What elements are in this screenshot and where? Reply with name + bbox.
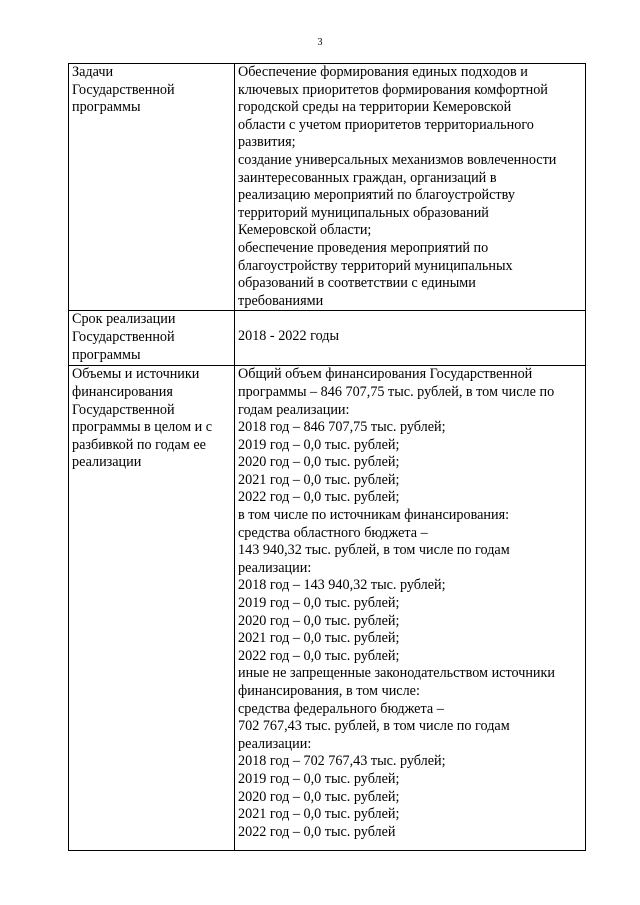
value-line: 2019 год – 0,0 тыс. рублей; — [238, 770, 400, 787]
value-line: территорий муниципальных образований — [238, 204, 489, 221]
value-line: 143 940,32 тыс. рублей, в том числе по годам — [238, 542, 510, 559]
value-cell-tasks — [235, 64, 586, 311]
page-number: 3 — [317, 37, 323, 48]
value-line: 2019 год – 0,0 тыс. рублей; — [238, 595, 400, 612]
value-line: области с учетом приоритетов территориального — [238, 116, 534, 133]
value-line: реализации: — [238, 559, 312, 576]
value-line: 2021 год – 0,0 тыс. рублей; — [238, 471, 400, 488]
value-line: 2018 год – 143 940,32 тыс. рублей; — [238, 577, 446, 594]
label-line: программы в целом и с — [72, 419, 213, 436]
label-line: Задачи — [72, 64, 114, 80]
label-line: программы — [72, 346, 141, 363]
value-line: Общий объем финансирования Государственной — [238, 366, 533, 383]
value-cell-financing — [235, 366, 586, 851]
value-line: годам реализации: — [238, 401, 350, 418]
value-line: 2022 год – 0,0 тыс. рублей — [238, 823, 396, 840]
value-line: обеспечение проведения мероприятий по — [238, 239, 489, 256]
table-row-tasks — [69, 64, 586, 311]
value-line: 2020 год – 0,0 тыс. рублей; — [238, 612, 400, 629]
value-line: в том числе по источникам финансирования: — [238, 507, 510, 524]
label-line: финансирования — [72, 383, 173, 400]
value-line: средства областного бюджета – — [238, 524, 428, 541]
label-line: разбивкой по годам ее — [72, 436, 206, 453]
value-line: средства федерального бюджета – — [238, 700, 444, 717]
value-line: Обеспечение формирования единых подходов и — [238, 64, 528, 80]
label-line: Государственной — [72, 401, 175, 418]
value-line: благоустройству территорий муниципальных — [238, 257, 513, 274]
value-line: создание универсальных механизмов вовлеченности — [238, 151, 557, 168]
label-cell-financing — [69, 366, 235, 851]
value-cell-term — [235, 311, 586, 366]
value-line: финансирования, в том числе: — [238, 683, 420, 699]
label-line: Срок реализации — [72, 311, 176, 328]
value-line: реализацию мероприятий по благоустройству — [238, 187, 515, 204]
value-line: городской среды на территории Кемеровской — [238, 99, 512, 116]
value-line: 2020 год – 0,0 тыс. рублей; — [238, 788, 400, 805]
table-row-term — [69, 311, 586, 366]
value-line: 2021 год – 0,0 тыс. рублей; — [238, 806, 400, 823]
value-line: Кемеровской области; — [238, 222, 372, 239]
label-line: Государственной — [72, 328, 175, 345]
value-line: ключевых приоритетов формирования комфортной — [238, 81, 548, 98]
value-line: иные не запрещенные законодательством источники — [238, 665, 555, 682]
label-line: Государственной — [72, 81, 175, 98]
label-cell-term — [69, 311, 235, 366]
value-line: 2020 год – 0,0 тыс. рублей; — [238, 454, 400, 471]
table-row-financing — [69, 366, 586, 851]
value-line: 2019 год – 0,0 тыс. рублей; — [238, 436, 400, 453]
value-line: развития; — [238, 134, 296, 151]
value-line: требованиями — [238, 292, 324, 309]
value-line: реализации: — [238, 735, 312, 752]
value-line: 2022 год – 0,0 тыс. рублей; — [238, 489, 400, 506]
value-line: программы – 846 707,75 тыс. рублей, в том числе по — [238, 383, 555, 400]
label-line: реализации — [72, 454, 142, 471]
value-line: 2022 год – 0,0 тыс. рублей; — [238, 647, 400, 664]
program-passport-table — [68, 63, 586, 851]
label-cell-tasks — [69, 64, 235, 311]
value-line: 2018 год – 702 767,43 тыс. рублей; — [238, 753, 446, 770]
value-line: заинтересованных граждан, организаций в — [238, 169, 497, 186]
label-line: программы — [72, 99, 141, 116]
value-line: образований в соответствии с едиными — [238, 275, 476, 292]
value-line: 702 767,43 тыс. рублей, в том числе по годам — [238, 718, 510, 735]
value-line: 2018 год – 846 707,75 тыс. рублей; — [238, 419, 446, 436]
label-line: Объемы и источники — [72, 366, 200, 383]
value-line: 2021 год – 0,0 тыс. рублей; — [238, 630, 400, 647]
value-line: 2018 - 2022 годы — [238, 328, 340, 345]
